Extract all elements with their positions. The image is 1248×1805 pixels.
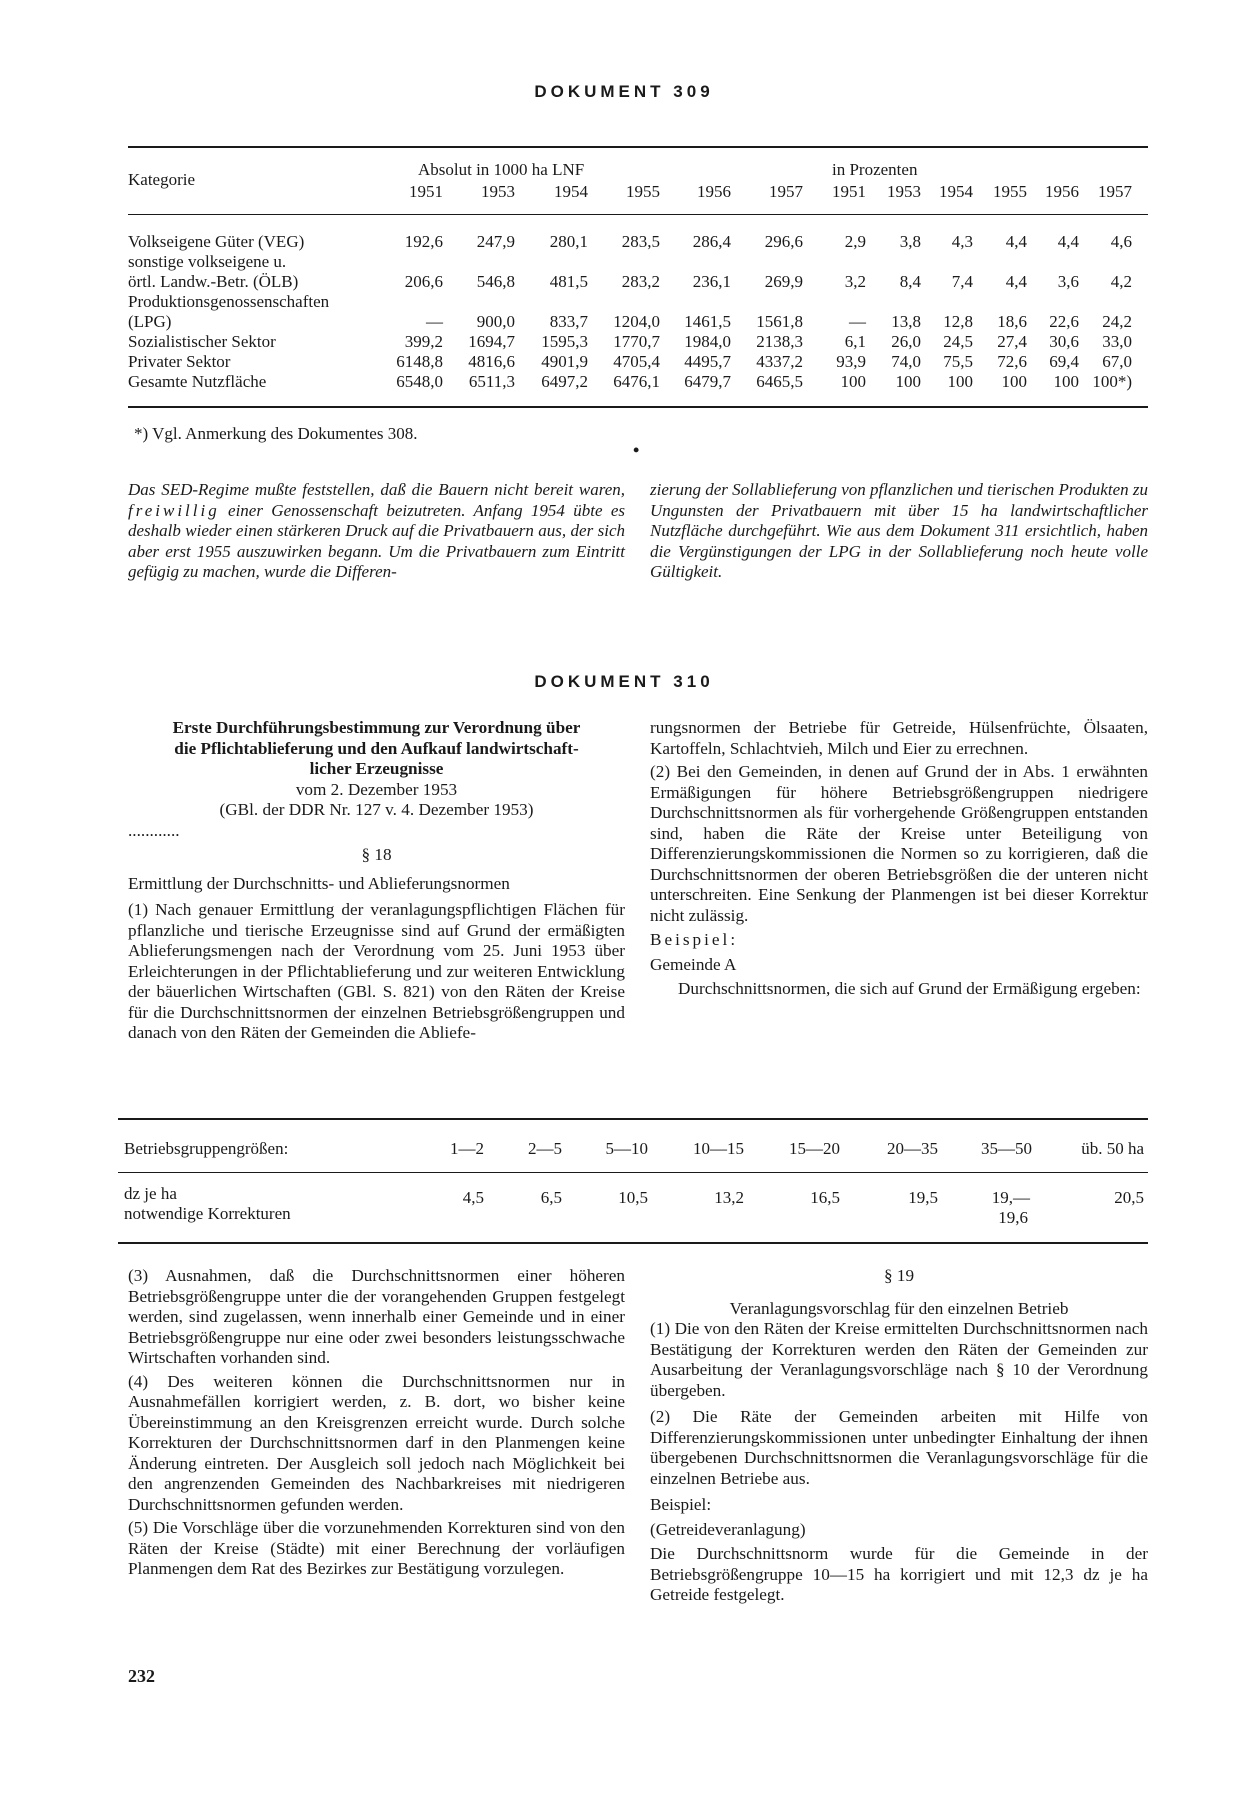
table309-cell-abs: 6548,0 xyxy=(396,372,443,391)
table309-cell-pct: 4,4 xyxy=(1005,272,1027,291)
table309-cell-pct: 75,5 xyxy=(943,352,973,371)
table309-row-label: Sozialistischer Sektor xyxy=(128,332,276,351)
table309-cell-pct: 26,0 xyxy=(891,332,921,351)
table309-row-label: Gesamte Nutzfläche xyxy=(128,372,267,391)
table309-cell-abs: 1694,7 xyxy=(468,332,515,351)
table309-cell-pct: 12,8 xyxy=(943,312,973,331)
table309-cell-pct: 22,6 xyxy=(1049,312,1079,331)
table309-cell-abs: 6148,8 xyxy=(396,352,443,371)
table310-value: 10,5 xyxy=(618,1188,648,1207)
table310-group: 35—50 xyxy=(981,1139,1032,1158)
table309-cell-pct: 72,6 xyxy=(997,352,1027,371)
s19-para2: (2) Die Räte der Gemeinden arbeiten mit Hilfe von Differenzierungskommissionen unter unbedingter Einhaltung der ihnen übergebenen Durchschnittsnormen die Veranlagungsvorschläge für die einzelnen Betriebe aus. xyxy=(650,1407,1148,1488)
table309-bottom-rule xyxy=(128,406,1148,408)
table309-cell-pct: 3,8 xyxy=(899,232,921,251)
table309-cell-pct: 67,0 xyxy=(1102,352,1132,371)
table309-cell-abs: 1770,7 xyxy=(613,332,660,351)
doc310-source: (GBl. der DDR Nr. 127 v. 4. Dezember 1953) xyxy=(219,800,534,819)
table310-top-rule xyxy=(118,1118,1148,1120)
table309-cell-abs: 4705,4 xyxy=(613,352,660,371)
table309-cell-pct: 100 xyxy=(840,372,866,391)
page-number: 232 xyxy=(128,1666,155,1686)
table309-year-pct: 1951 xyxy=(832,182,866,201)
table309-cell-pct: 3,6 xyxy=(1057,272,1079,291)
separator-bullet: • xyxy=(633,440,640,460)
table309-cell-abs: 2138,3 xyxy=(756,332,803,351)
doc310-right-column xyxy=(650,718,1148,1003)
doc310-heading-2: die Pflichtablieferung und den Aufkauf landwirtschaft- xyxy=(174,738,579,758)
table310-value: 6,5 xyxy=(540,1188,562,1207)
doc310-lower-right-column xyxy=(650,1266,1148,1609)
table309-cell-pct: 24,5 xyxy=(943,332,973,351)
table309-year-pct: 1955 xyxy=(993,182,1027,201)
table309-cell-pct: 27,4 xyxy=(997,332,1027,351)
table309-cell-pct: 69,4 xyxy=(1049,352,1079,371)
table310-group: üb. 50 ha xyxy=(1081,1139,1144,1158)
s19-para1: (1) Die von den Räten der Kreise ermittelten Durchschnittsnormen nach Bestätigung der Korrekturen werden den Räten der Gemeinden zur Ausarbeitung der Veranlagungsvorschläge nach § 10 der Verordnung übergeben. xyxy=(650,1319,1148,1400)
table309-cell-pct: 33,0 xyxy=(1102,332,1132,351)
doc310-para3: (3) Ausnahmen, daß die Durchschnittsnormen einer höheren Betriebsgrößengruppe unter die der vorangehenden Gruppen festgelegt werden, sind zugelassen, wenn innerhalb einer Gemeinde und in einer Betriebsgrößengruppe nur eine oder zwei besonders leistungsschwache Wirtschaften vorhanden sind. xyxy=(128,1266,625,1367)
table309-year-pct: 1957 xyxy=(1098,182,1132,201)
table309-top-rule xyxy=(128,146,1148,148)
table309-cell-pct: 74,0 xyxy=(891,352,921,371)
table310-group: 20—35 xyxy=(887,1139,938,1158)
table309-row-label: örtl. Landw.-Betr. (ÖLB) xyxy=(128,272,299,291)
table309-footnote: *) Vgl. Anmerkung des Dokumentes 308. xyxy=(134,424,418,443)
table309-cell-pct: 100 xyxy=(1053,372,1079,391)
table309-cell-abs: 1984,0 xyxy=(684,332,731,351)
table309-cell-pct: 6,1 xyxy=(844,332,866,351)
table309-cell-abs: 280,1 xyxy=(549,232,588,251)
table309-cell-abs: 283,5 xyxy=(621,232,660,251)
example-gemeinde: Gemeinde A xyxy=(650,954,737,974)
commentary-right: zierung der Sollablieferung von pflanzlichen und tierischen Produkten zu Ungunsten der Privatbauern mit über 15 ha landwirtschaftlicher Nutzfläche durchgeführt. Wie aus dem Dokument 311 ersichtlich, haben die Vergünstigungen der LPG in der Sollablieferung noch heute volle Gültigkeit. xyxy=(650,480,1148,581)
commentary-left-part1: Das SED-Regime mußte feststellen, daß die Bauern nicht bereit waren, xyxy=(128,480,625,499)
table310-bottom-rule xyxy=(118,1242,1148,1244)
table310-group: 15—20 xyxy=(789,1139,840,1158)
table310-row-label-1: dz je ha xyxy=(124,1184,177,1203)
table309-cell-abs: 1561,8 xyxy=(756,312,803,331)
table309-cell-pct: 93,9 xyxy=(836,352,866,371)
table309-cell-abs: 4495,7 xyxy=(684,352,731,371)
section-19-title: Veranlagungsvorschlag für den einzelnen Betrieb xyxy=(729,1298,1069,1318)
table309-cell-abs: 481,5 xyxy=(549,272,588,291)
table309-cell-pct: 7,4 xyxy=(951,272,973,291)
commentary-left-spaced: freiwillig xyxy=(128,500,220,520)
table310-group: 2—5 xyxy=(528,1139,562,1158)
commentary-left-part2: einer Genossenschaft beizutreten. Anfang 1954 übte es deshalb wieder einen stärkeren Druck auf die Privatbauern aus, der sich aber erst 1955 auszuwirken begann. Um die Privatbauern zum Eintritt gefügig zu machen, wurde die Differen- xyxy=(128,500,625,581)
table309-cell-pct: 2,9 xyxy=(844,232,866,251)
table309-cell-abs: 6476,1 xyxy=(613,372,660,391)
doc310-lower-left-column xyxy=(128,1266,625,1583)
s19-example-sub: (Getreideveranlagung) xyxy=(650,1519,806,1539)
table310-value: 20,5 xyxy=(1114,1188,1144,1207)
table310-group: 5—10 xyxy=(605,1139,648,1158)
table309-cell-abs: 4337,2 xyxy=(756,352,803,371)
table309-cell-pct: 4,6 xyxy=(1110,232,1132,251)
table309-year-pct: 1954 xyxy=(939,182,973,201)
table309-cell-pct: 4,2 xyxy=(1110,272,1132,291)
table309-cell-pct: 18,6 xyxy=(997,312,1027,331)
table309-row-label: (LPG) xyxy=(128,312,172,331)
table309-year-pct: 1953 xyxy=(887,182,921,201)
doc310-date: vom 2. Dezember 1953 xyxy=(295,779,458,799)
s19-example-label: Beispiel: xyxy=(650,1495,712,1514)
table309-row-label: Produktionsgenossenschaften xyxy=(128,292,330,311)
table309-year-abs: 1955 xyxy=(626,182,660,201)
table309-cell-abs: 192,6 xyxy=(404,232,443,251)
table309-cell-pct: 3,2 xyxy=(844,272,866,291)
table309-header-category: Kategorie xyxy=(128,170,196,189)
doc310-title: DOKUMENT 310 xyxy=(534,672,714,691)
table309-cell-abs: 6511,3 xyxy=(468,372,515,391)
table310-group: 1—2 xyxy=(450,1139,484,1158)
section-18: § 18 xyxy=(361,845,392,864)
table309-cell-abs: 1204,0 xyxy=(613,312,660,331)
table309-cell-pct: 30,6 xyxy=(1049,332,1079,351)
table310-value: 4,5 xyxy=(462,1188,484,1207)
table309-cell-abs: 283,2 xyxy=(621,272,660,291)
table310-group: 10—15 xyxy=(693,1139,744,1158)
table310-value: 13,2 xyxy=(714,1188,744,1207)
table309-cell-pct: 8,4 xyxy=(899,272,921,291)
table309-row-label: Volkseigene Güter (VEG) xyxy=(128,232,305,251)
table309-cell-pct: 4,3 xyxy=(951,232,973,251)
table309-row-label: sonstige volkseigene u. xyxy=(128,252,287,271)
section-18-title: Ermittlung der Durchschnitts- und Ablieferungsnormen xyxy=(128,873,510,893)
doc310-para4: (4) Des weiteren können die Durchschnittsnormen nur in Ausnahmefällen korrigiert werden, z. B. dort, wo bisher keine Übereinstimmung an den Kreisgrenzen erreicht wurde. Durch solche Korrekturen der Durchschnittsnormen darf in den Planmengen keine Änderung eintreten. Der Ausgleich soll jedoch nach Möglichkeit bei den angrenzenden Gemeinden des Nachbarkreises mit niedrigeren Durchschnittsnormen gefunden werden. xyxy=(128,1371,625,1514)
table309-cell-abs: 1595,3 xyxy=(541,332,588,351)
table309-cell-pct: 100*) xyxy=(1092,372,1132,391)
s19-example-text: Die Durchschnittsnorm wurde für die Gemeinde in der Betriebsgrößengruppe 10—15 ha korrigiert und mit 12,3 dz je ha Getreide festgelegt. xyxy=(650,1544,1148,1604)
table309-cell-abs: 236,1 xyxy=(692,272,731,291)
table310-row-label-2: notwendige Korrekturen xyxy=(124,1204,291,1223)
example-intro: Durchschnittsnormen, die sich auf Grund der Ermäßigung ergeben: xyxy=(678,979,1141,998)
table309-cell-pct: 4,4 xyxy=(1005,232,1027,251)
doc310-para1: (1) Nach genauer Ermittlung der veranlagungspflichtigen Flächen für pflanzliche und tierische Erzeugnisse sind auf Grund der ermäßigten Ablieferungsmengen nach der Verordnung vom 25. Juni 1953 über Erleichterungen in der Pflichtablieferung und zur weiteren Entwicklung der bäuerlichen Wirtschaften (GBl. S. 821) von den Räten der Kreise für die Durchschnittsnormen der einzelnen Betriebsgrößengruppen und danach von den Räten der Gemeinden die Abliefe- xyxy=(128,900,625,1042)
section-19: § 19 xyxy=(883,1266,915,1285)
doc310-heading-1: Erste Durchführungsbestimmung zur Verordnung über xyxy=(172,718,581,737)
table309-cell-abs: — xyxy=(426,312,443,331)
table309-cell-abs: 269,9 xyxy=(764,272,803,291)
table309-cell-pct: 13,8 xyxy=(891,312,921,331)
table309-year-abs: 1951 xyxy=(409,182,443,201)
table309-year-abs: 1957 xyxy=(769,182,803,201)
table309-cell-abs: 6497,2 xyxy=(541,372,588,391)
table309-year-abs: 1954 xyxy=(554,182,588,201)
table309-header-absolute: Absolut in 1000 ha LNF xyxy=(418,160,585,179)
table310-header-rule xyxy=(118,1172,1148,1173)
table309-cell-abs: 546,8 xyxy=(476,272,515,291)
table309-cell-abs: 4816,6 xyxy=(468,352,515,371)
table309-cell-pct: 100 xyxy=(1001,372,1027,391)
doc310-ellipsis: ............ xyxy=(128,820,180,840)
table309-cell-abs: 900,0 xyxy=(476,312,515,331)
table309-cell-abs: 833,7 xyxy=(549,312,588,331)
table309-cell-abs: 399,2 xyxy=(404,332,443,351)
doc309-title: DOKUMENT 309 xyxy=(534,82,714,101)
table309-year-abs: 1953 xyxy=(481,182,515,201)
example-label: Beispiel: xyxy=(650,930,739,949)
table309-cell-pct: 24,2 xyxy=(1102,312,1132,331)
table309-cell-abs: 206,6 xyxy=(404,272,443,291)
table309-header-rule xyxy=(128,214,1148,215)
table309-cell-abs: 4901,9 xyxy=(541,352,588,371)
table310-header-label: Betriebsgruppengrößen: xyxy=(124,1139,289,1158)
table309-cell-abs: 1461,5 xyxy=(684,312,731,331)
table310-value: 19,5 xyxy=(908,1188,938,1207)
table309-cell-abs: 6465,5 xyxy=(756,372,803,391)
table309-header-percent: in Prozenten xyxy=(832,160,918,179)
table309-cell-abs: 6479,7 xyxy=(684,372,731,391)
table310-value: 19,— xyxy=(991,1188,1030,1207)
table309-year-pct: 1956 xyxy=(1045,182,1079,201)
doc310-heading-3: licher Erzeugnisse xyxy=(309,759,444,778)
doc310-para2: (2) Bei den Gemeinden, in denen auf Grund der in Abs. 1 erwähnten Ermäßigungen für höhere Betriebsgrößengruppen niedrigere Durchschnittsnormen als für vorhergehende Größengruppen entstanden sind, haben die Räte der Kreise unter Beteiligung von Differenzierungskommissionen die Normen so zu korrigieren, daß die Durchschnittsnormen der oberen Betriebsgrößen die der unteren nicht unterschreiten. Eine Senkung der Planmengen ist bei dieser Korrektur nicht zulässig. xyxy=(650,762,1148,925)
table309-cell-pct: 4,4 xyxy=(1057,232,1079,251)
table309-year-abs: 1956 xyxy=(697,182,731,201)
table309-row-label: Privater Sektor xyxy=(128,352,231,371)
table309-cell-pct: 100 xyxy=(895,372,921,391)
table309-cell-pct: 100 xyxy=(947,372,973,391)
doc310-para5: (5) Die Vorschläge über die vorzunehmenden Korrekturen sind von den Räten der Kreise (Städte) mit einer Berechnung der vorläufigen Planmengen dem Rat des Bezirkes zur Bestätigung vorzulegen. xyxy=(128,1518,625,1578)
table310-correction: 19,6 xyxy=(998,1208,1028,1227)
table309-cell-abs: 247,9 xyxy=(476,232,515,251)
table309-cell-abs: 286,4 xyxy=(692,232,731,251)
doc310-para1-cont: rungsnormen der Betriebe für Getreide, Hülsenfrüchte, Ölsaaten, Kartoffeln, Schlachtvieh, Milch und Eier zu errechnen. xyxy=(650,718,1148,758)
table309-cell-pct: — xyxy=(849,312,866,331)
commentary-left xyxy=(128,480,625,583)
table310-value: 16,5 xyxy=(810,1188,840,1207)
doc310-left-column xyxy=(128,718,625,1047)
table309-cell-abs: 296,6 xyxy=(764,232,803,251)
